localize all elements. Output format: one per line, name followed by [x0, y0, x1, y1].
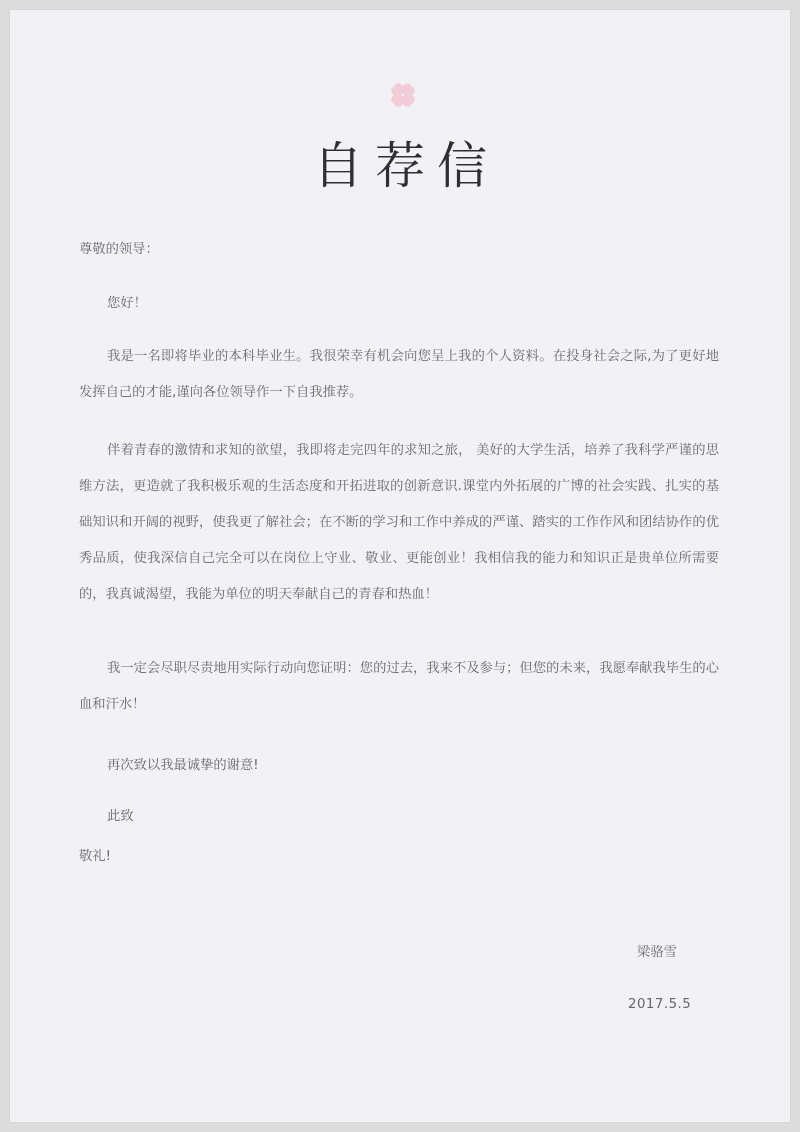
greeting: 您好！ [107, 296, 147, 311]
closing-line-1: 此致 [107, 809, 134, 824]
salutation: 尊敬的领导： [79, 242, 159, 257]
signature-name: 梁骆雪 [637, 945, 677, 960]
page-title: 自荐信 [313, 137, 499, 195]
closing-line-2: 敬礼! [79, 849, 111, 864]
paragraph-qualifications: 伴着青春的激情和求知的欲望，我即将走完四年的求知之旅， 美好的大学生活，培养了我科学严谨的思维方法，更造就了我积极乐观的生活态度和开拓进取的创新意识.课堂内外拓展的广博的社会实践、扎实的基础知识和开阔的视野，使我更了解社会；在不断的学习和工作中养成的严谨、踏实的工作作风和团结协作的优秀品质，使我深信自己完全可以在岗位上守业、敬业、更能创业！我相信我的能力和知识正是贵单位所需要的，我真诚渴望，我能为单位的明天奉献自己的青春和热血！ [79, 443, 719, 602]
paragraph-commitment: 我一定会尽职尽责地用实际行动向您证明：您的过去，我来不及参与；但您的未来，我愿奉献我毕生的心血和汗水！ [79, 661, 719, 712]
signature-date: 2017.5.5 [628, 997, 692, 1012]
paragraph-introduction: 我是一名即将毕业的本科毕业生。我很荣幸有机会向您呈上我的个人资料。在投身社会之际,为了更好地发挥自己的才能,谨向各位领导作一下自我推荐。 [79, 349, 719, 400]
thanks-line: 再次致以我最诚挚的谢意! [107, 758, 259, 773]
clover-icon [386, 78, 420, 112]
